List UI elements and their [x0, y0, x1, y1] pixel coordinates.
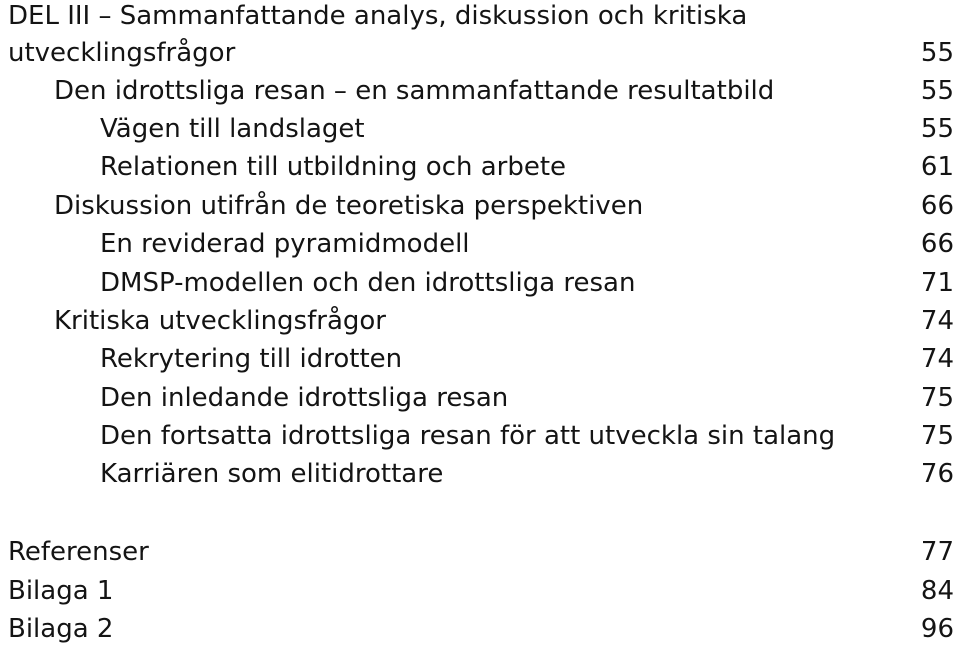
- toc-entry: [100, 455, 954, 493]
- toc-entry: [100, 225, 954, 263]
- toc-back-matter-entry: [8, 572, 954, 610]
- toc-entry: [100, 264, 954, 302]
- toc-page-number: 76: [920, 459, 954, 489]
- toc-entry: [100, 340, 954, 378]
- toc-entry-title: Bilaga 1: [8, 576, 114, 606]
- toc-entry-title: Referenser: [8, 537, 149, 567]
- toc-part-heading-title-continued: utvecklingsfrågor: [8, 38, 236, 68]
- toc-entry-title: Den inledande idrottsliga resan: [100, 383, 509, 413]
- toc-page-number: 96: [920, 614, 954, 644]
- toc-back-matter-entry: [8, 533, 954, 571]
- toc-entry-title: Vägen till landslaget: [100, 114, 365, 144]
- toc-page-number: 55: [920, 38, 954, 68]
- toc-page-number: 74: [920, 344, 954, 374]
- toc-page-number: 84: [920, 576, 954, 606]
- toc-page-number: 74: [920, 306, 954, 336]
- toc-entry: [100, 110, 954, 148]
- toc-entry: [54, 187, 954, 225]
- toc-entry-title: Bilaga 2: [8, 614, 114, 644]
- toc-page-number: 66: [920, 229, 954, 259]
- toc-entry-title: Relationen till utbildning och arbete: [100, 152, 567, 182]
- toc-entry: [54, 72, 954, 110]
- toc-entry-title: En reviderad pyramidmodell: [100, 229, 470, 259]
- toc-page-number: 71: [920, 268, 954, 298]
- toc-part-heading-title: DEL III – Sammanfattande analys, diskussion och kritiska: [8, 1, 748, 31]
- toc-page-number: 77: [920, 537, 954, 567]
- toc-page-number: 55: [920, 76, 954, 106]
- toc-part-heading-line2: [8, 34, 954, 72]
- toc-entry-title: Karriären som elitidrottare: [100, 459, 444, 489]
- toc-part-heading-line1: [8, 0, 954, 35]
- toc-entry: [54, 302, 954, 340]
- toc-page-number: 75: [920, 421, 954, 451]
- toc-entry-title: Den idrottsliga resan – en sammanfattande resultatbild: [54, 76, 775, 106]
- toc-entry: [100, 148, 954, 186]
- toc-back-matter-entry: [8, 610, 954, 648]
- toc-entry-title: Den fortsatta idrottsliga resan för att utveckla sin talang: [100, 421, 836, 451]
- toc-entry-title: Kritiska utvecklingsfrågor: [54, 306, 386, 336]
- toc-page-number: 61: [920, 152, 954, 182]
- toc-entry-title: Diskussion utifrån de teoretiska perspektiven: [54, 191, 644, 221]
- toc-entry: [100, 417, 954, 455]
- toc-entry: [100, 379, 954, 417]
- toc-entry-title: Rekrytering till idrotten: [100, 344, 403, 374]
- toc-page-number: 66: [920, 191, 954, 221]
- toc-entry-title: DMSP-modellen och den idrottsliga resan: [100, 268, 636, 298]
- toc-page-number: 55: [920, 114, 954, 144]
- toc-page-number: 75: [920, 383, 954, 413]
